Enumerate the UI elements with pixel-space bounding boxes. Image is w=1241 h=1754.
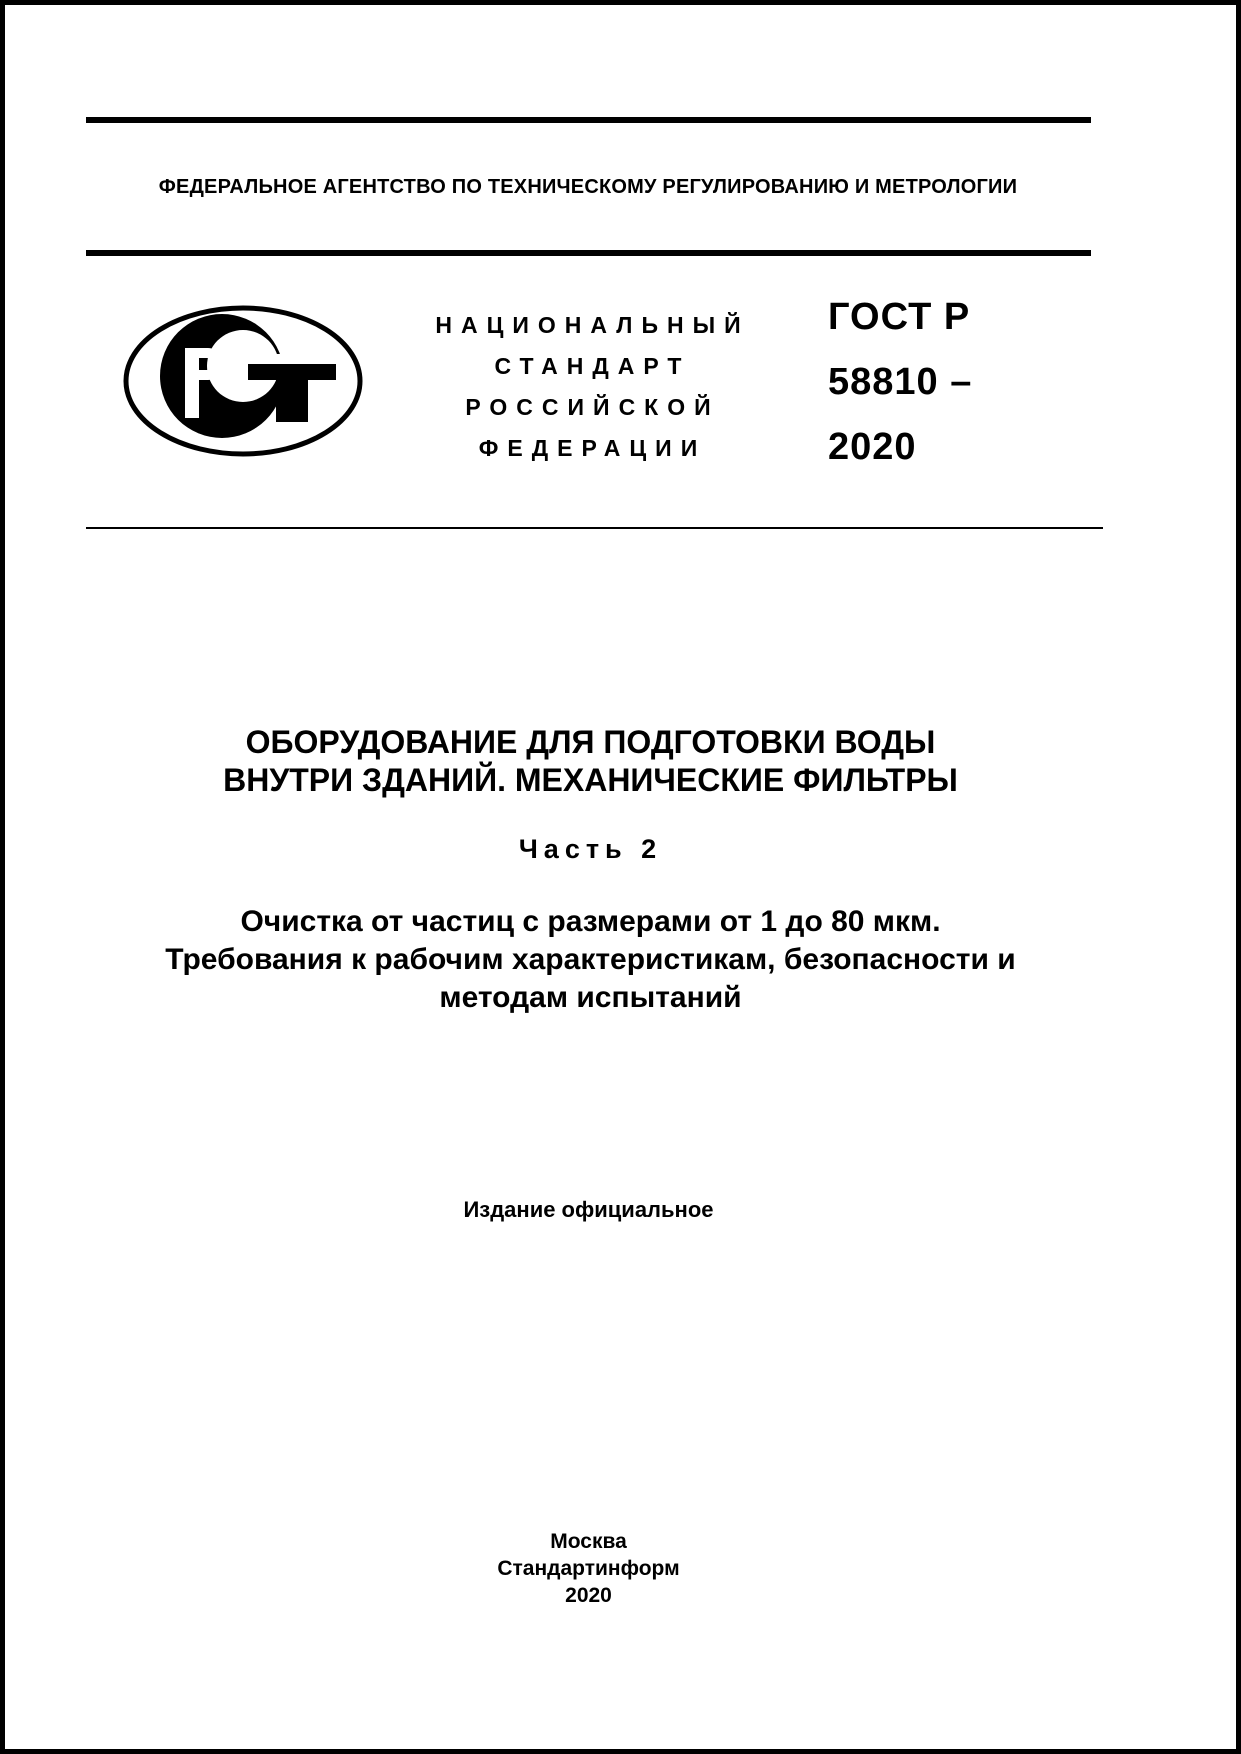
standard-type-line-3: РОССИЙСКОЙ	[465, 394, 720, 420]
top-rule	[86, 117, 1091, 123]
subtitle-line-3: методам испытаний	[439, 981, 742, 1014]
title-line-2: ВНУТРИ ЗДАНИЙ. МЕХАНИЧЕСКИЕ ФИЛЬТРЫ	[223, 762, 958, 798]
imprint-publisher: Стандартинформ	[497, 1557, 680, 1580]
standard-type-line-1: НАЦИОНАЛЬНЫЙ	[435, 312, 750, 338]
imprint-city: Москва	[550, 1530, 627, 1553]
subtitle-line-2: Требования к рабочим характеристикам, безопасности и	[165, 943, 1016, 976]
part-number: Часть 2	[518, 834, 663, 864]
agency-rule	[86, 250, 1091, 256]
header-bottom-rule	[86, 527, 1103, 529]
designation-line-2: 58810 –	[828, 361, 973, 403]
standard-type-line-2: СТАНДАРТ	[494, 353, 691, 379]
designation-line-3: 2020	[828, 426, 917, 468]
gost-logo-icon	[122, 304, 364, 458]
designation-line-1: ГОСТ Р	[828, 296, 971, 338]
edition-label: Издание официальное	[463, 1197, 714, 1222]
imprint-year: 2020	[565, 1584, 612, 1607]
title-line-1: ОБОРУДОВАНИЕ ДЛЯ ПОДГОТОВКИ ВОДЫ	[245, 724, 936, 760]
agency-name: ФЕДЕРАЛЬНОЕ АГЕНТСТВО ПО ТЕХНИЧЕСКОМУ РЕГУЛИРОВАНИЮ И МЕТРОЛОГИИ	[158, 176, 1018, 198]
subtitle-line-1: Очистка от частиц с размерами от 1 до 80 мкм.	[240, 905, 941, 938]
standard-type-line-4: ФЕДЕРАЦИИ	[478, 435, 707, 461]
